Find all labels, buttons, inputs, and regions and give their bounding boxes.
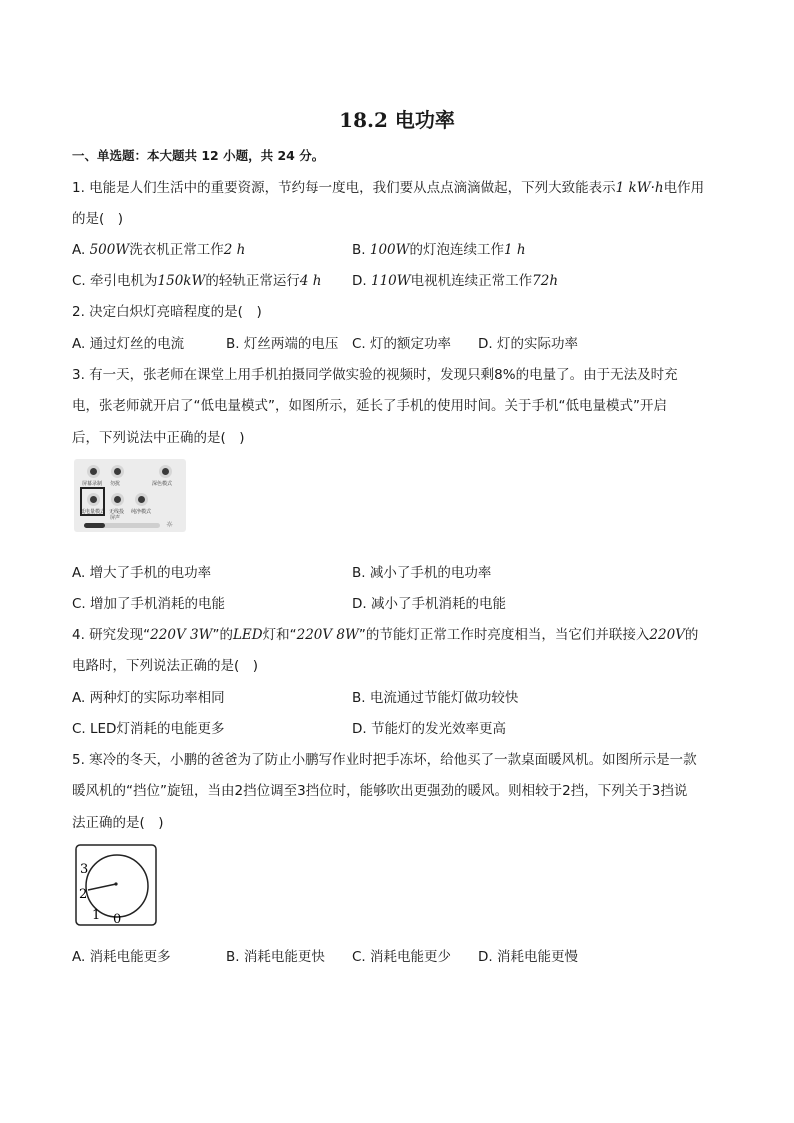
knob-figure xyxy=(75,844,157,926)
moon-icon xyxy=(111,465,124,478)
figure-label: 屏幕录制 xyxy=(82,481,103,487)
option-unit: W xyxy=(396,273,411,289)
option-unit: h xyxy=(236,242,246,258)
page-title: 18.2 电功率 xyxy=(339,108,455,132)
q1-option-d[interactable] xyxy=(352,269,558,289)
q1-option-c[interactable] xyxy=(72,269,321,289)
q4-text: ”的 xyxy=(212,627,233,643)
option-value: 4 xyxy=(299,273,309,289)
figure-label: 无线投 xyxy=(109,509,125,515)
option-value: 100 xyxy=(369,242,396,258)
option-value: 2 xyxy=(223,242,233,258)
q1-line-1 xyxy=(72,176,704,196)
option-letter: A. xyxy=(72,242,86,258)
q5-option-a[interactable]: A. 消耗电能更多 xyxy=(72,949,171,965)
figure-label: 屏声 xyxy=(110,515,121,521)
q1-line-2: 的是( ) xyxy=(72,211,124,227)
option-value: 110 xyxy=(370,273,397,289)
option-text: 电视机连续正常工作 xyxy=(410,273,533,289)
q1-option-b[interactable] xyxy=(352,238,526,258)
figure-label: 深色模式 xyxy=(152,481,173,487)
q4-text: ”的节能灯正常工作时亮度相当，当它们并联接入 xyxy=(358,627,650,643)
dial-label: 0 xyxy=(113,912,122,926)
option-unit: h xyxy=(312,273,322,289)
q3-line-2: 电，张老师就开启了“低电量模式”，如图所示，延长了手机的使用时间。关于手机“低电量模式”开启 xyxy=(72,398,667,414)
q3-option-c[interactable]: C. 增加了手机消耗的电能 xyxy=(72,596,226,612)
q3-option-d[interactable]: D. 减小了手机消耗的电能 xyxy=(352,596,506,612)
option-text: 牵引电机为 xyxy=(90,273,158,289)
option-text: 洗衣机正常工作 xyxy=(129,242,224,258)
q5-line-2: 暖风机的“挡位”旋钮，当由2挡位调至3挡位时，能够吹出更强劲的暖风。则相较于2挡，下列关于3挡说 xyxy=(72,783,688,799)
q4-text: 的 xyxy=(684,627,699,643)
q2-option-a[interactable]: A. 通过灯丝的电流 xyxy=(72,336,185,352)
option-value: 150 xyxy=(157,273,184,289)
figure-label: 勿扰 xyxy=(110,481,121,487)
cast-icon xyxy=(111,493,124,506)
q2-stem: 2. 决定白炽灯亮暗程度的是( ) xyxy=(72,304,262,320)
brightness-slider xyxy=(84,523,160,528)
q3-line-3: 后，下列说法中正确的是( ) xyxy=(72,430,245,446)
q4-line-1 xyxy=(72,623,698,643)
q4-spec: 220V 3W xyxy=(150,627,213,643)
q5-line-1: 5. 寒冷的冬天，小鹏的爸爸为了防止小鹏写作业时把手冻坏，给他买了一款桌面暖风机。如图所示是一款 xyxy=(72,752,697,768)
q2-option-d[interactable]: D. 灯的实际功率 xyxy=(478,336,578,352)
option-letter: C. xyxy=(72,273,86,289)
q1-text: 1. 电能是人们生活中的重要资源，节约每一度电，我们要从点点滴滴做起，下列大致能表示 xyxy=(72,180,616,196)
q2-option-c[interactable]: C. 灯的额定功率 xyxy=(352,336,452,352)
option-value: 1 xyxy=(504,242,513,258)
option-unit: W xyxy=(395,242,410,258)
q5-option-b[interactable]: B. 消耗电能更快 xyxy=(226,949,325,965)
q4-led: LED xyxy=(232,627,263,643)
dark-mode-icon xyxy=(159,465,172,478)
q4-volt: 220V xyxy=(649,627,685,643)
q3-line-1: 3. 有一天，张老师在课堂上用手机拍摄同学做实验的视频时，发现只剩8%的电量了。由于无法及时充 xyxy=(72,367,678,383)
option-letter: D. xyxy=(352,273,367,289)
option-letter: B. xyxy=(352,242,366,258)
dial-label: 2 xyxy=(79,887,88,902)
q5-option-c[interactable]: C. 消耗电能更少 xyxy=(352,949,452,965)
dial-label: 1 xyxy=(92,908,101,923)
option-text: 的轻轨正常运行 xyxy=(205,273,300,289)
slider-fill xyxy=(84,523,105,528)
q4-option-b[interactable]: B. 电流通过节能灯做功较快 xyxy=(352,690,519,706)
screen-record-icon xyxy=(87,465,100,478)
q1-text-tail: 电作用 xyxy=(663,180,705,196)
option-unit: h xyxy=(549,273,559,289)
sun-icon: ☼ xyxy=(166,520,174,529)
q4-text: 4. 研究发现“ xyxy=(72,627,151,643)
q2-option-b[interactable]: B. 灯丝两端的电压 xyxy=(226,336,339,352)
option-unit: W xyxy=(115,242,130,258)
q4-option-a[interactable]: A. 两种灯的实际功率相同 xyxy=(72,690,225,706)
figure-label: 纯净模式 xyxy=(131,509,152,515)
q1-option-a[interactable] xyxy=(72,238,245,258)
q4-text: 灯和“ xyxy=(262,627,297,643)
knob-center xyxy=(114,882,117,885)
option-text: 的灯泡连续工作 xyxy=(409,242,505,258)
q4-option-d[interactable]: D. 节能灯的发光效率更高 xyxy=(352,721,506,737)
q4-option-c[interactable]: C. LED灯消耗的电能更多 xyxy=(72,721,225,737)
highlight-box xyxy=(80,487,105,516)
q5-line-3: 法正确的是( ) xyxy=(72,815,164,831)
option-value: 500 xyxy=(89,242,116,258)
q4-line-2: 电路时，下列说法正确的是( ) xyxy=(72,658,259,674)
q4-spec: 220V 8W xyxy=(296,627,359,643)
option-value: 72 xyxy=(532,273,550,289)
figure-label: 低电量模式 xyxy=(80,509,106,515)
section-heading: 一、单选题：本大题共 12 小题，共 24 分。 xyxy=(72,148,325,163)
shield-icon xyxy=(135,493,148,506)
option-unit: kW xyxy=(183,273,206,289)
option-unit: h xyxy=(516,242,526,258)
dial-label: 3 xyxy=(80,862,89,877)
q3-option-a[interactable]: A. 增大了手机的电功率 xyxy=(72,565,212,581)
q3-option-b[interactable]: B. 减小了手机的电功率 xyxy=(352,565,492,581)
knob-pointer xyxy=(88,884,116,890)
q5-option-d[interactable]: D. 消耗电能更慢 xyxy=(478,949,578,965)
q1-unit: 1 kW·h xyxy=(615,180,664,196)
